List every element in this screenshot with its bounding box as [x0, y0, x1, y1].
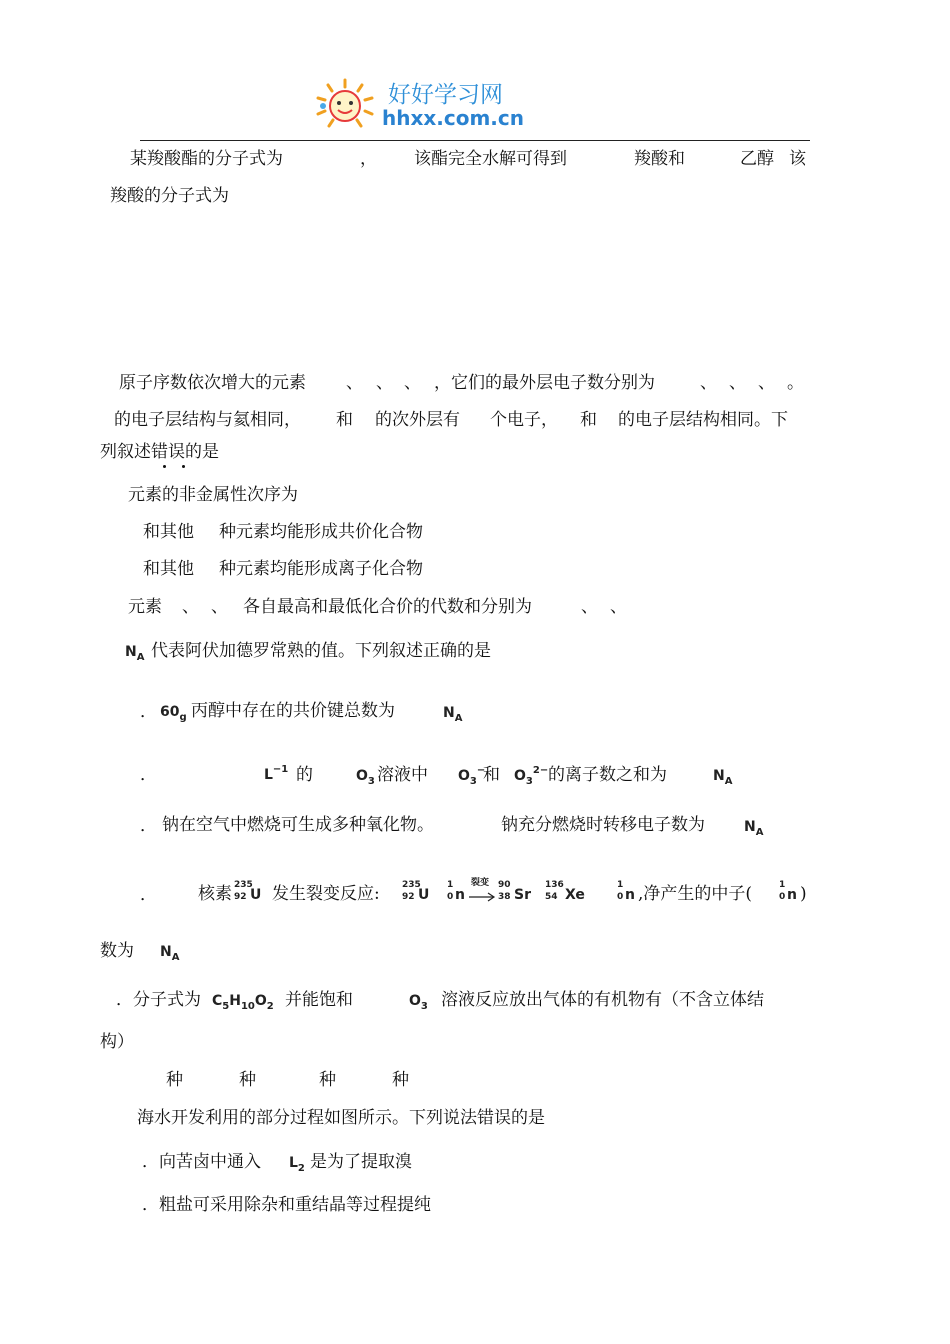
ester-text-4: 羧酸和 — [634, 149, 685, 169]
nuclide-u-235-eq: 235 92 U — [402, 880, 430, 903]
option-b-text-3: 和 — [483, 765, 500, 785]
site-logo — [312, 76, 532, 132]
ester-text-3: 该酯完全水解可得到 — [414, 149, 567, 169]
emphasis-dot — [163, 465, 166, 468]
isomer-option-a: 种 — [166, 1070, 183, 1090]
option-b-na: $N_A$ — [713, 768, 733, 787]
option-c-na: $N_A$ — [744, 819, 764, 838]
elements-option-a: 元素的非金属性次序为 — [128, 485, 298, 505]
elements-line2-b: 和 — [336, 410, 353, 430]
isomer-formula: $C_5H_{10}O_2$ — [212, 993, 274, 1012]
isomer-option-b: 种 — [239, 1070, 256, 1090]
ester-text-2: ， — [360, 149, 377, 169]
option-b-dot: ． — [140, 765, 157, 785]
option-b-species-3: $O_3^{2-}$ — [514, 765, 549, 787]
elements-line1-e: ，它们的最外层电子数分别为 — [434, 373, 655, 393]
ester-text-1: 某羧酸酯的分子式为 — [130, 149, 283, 169]
option-d-text-1: 核素 — [198, 884, 232, 904]
option-d-text-5: 数为 — [100, 941, 134, 961]
option-b-unit: $L^{-1}$ — [264, 764, 289, 783]
elements-option-c-1: 和其他 — [143, 559, 194, 579]
elements-line2-f: 的电子层结构相同。下 — [618, 410, 788, 430]
na-symbol: $N_A$ — [125, 644, 145, 663]
option-a-dot: ． — [140, 702, 157, 722]
elements-option-b-1: 和其他 — [143, 522, 194, 542]
elements-option-c-2: 种元素均能形成离子化合物 — [219, 559, 423, 579]
sun-face-icon — [312, 76, 378, 132]
option-b-species-1: $O_3$ — [356, 768, 375, 787]
elements-line1-b: 、 — [346, 373, 363, 393]
option-d-dot: ． — [140, 885, 157, 905]
nuclide-sr-90: 90 38 Sr — [498, 880, 531, 903]
ester-text-5: 乙醇 — [740, 149, 774, 169]
elements-option-d-6: 、 — [610, 597, 627, 617]
logo-english-text: hhxx.com.cn — [382, 106, 525, 130]
isomer-option-d: 种 — [392, 1070, 409, 1090]
isomer-text-1: ．分子式为 — [116, 990, 201, 1010]
header-divider — [140, 140, 810, 141]
option-b-text-2: 溶液中 — [377, 765, 428, 785]
seawater-option-a-text-2: 是为了提取溴 — [310, 1152, 412, 1172]
elements-option-d-3: 、 — [211, 597, 228, 617]
elements-option-d-5: 、 — [581, 597, 598, 617]
seawater-option-a-text-1: ．向苦卤中通入 — [142, 1152, 261, 1172]
logo-chinese-text: 好好学习网 — [388, 82, 503, 108]
nuclide-neutron: 1 0 n — [447, 880, 465, 903]
ester-text-6: 该 — [789, 149, 806, 169]
isomer-species: $O_3$ — [409, 993, 428, 1012]
option-a-na: $N_A$ — [443, 705, 463, 724]
nuclide-u-235: 235 92 U — [234, 880, 262, 903]
option-c-text-1: 钠在空气中燃烧可生成多种氧化物。 — [162, 815, 434, 835]
option-b-text-4: 的离子数之和为 — [548, 765, 667, 785]
option-c-dot: ． — [140, 816, 157, 836]
elements-option-b-2: 种元素均能形成共价化合物 — [219, 522, 423, 542]
elements-line1-f: 、 — [700, 373, 717, 393]
elements-line3: 列叙述错误的是 — [100, 442, 219, 462]
seawater-stem: 海水开发利用的部分过程如图所示。下列说法错误的是 — [137, 1108, 545, 1128]
option-d-text-3: ,净产生的中子( — [638, 884, 753, 904]
right-arrow-icon — [468, 891, 496, 903]
isomer-text-4: 构） — [100, 1032, 134, 1052]
option-a-text: 丙醇中存在的共价键总数为 — [191, 701, 395, 721]
option-d-na: $N_A$ — [160, 944, 180, 963]
elements-option-d-1: 元素 — [128, 597, 162, 617]
seawater-option-b: ．粗盐可采用除杂和重结晶等过程提纯 — [142, 1195, 431, 1215]
elements-line2-d: 个电子， — [490, 410, 558, 430]
elements-line1-a: 原子序数依次增大的元素 — [119, 373, 306, 393]
elements-line2-c: 的次外层有 — [375, 410, 460, 430]
isomer-option-c: 种 — [319, 1070, 336, 1090]
option-d-text-4: ) — [800, 884, 807, 904]
option-d-text-2: 发生裂变反应: — [272, 884, 380, 904]
na-stem: 代表阿伏加德罗常熟的值。下列叙述正确的是 — [151, 641, 491, 661]
option-a-mass: $60_g$ — [160, 704, 187, 723]
reaction-arrow: 裂变 — [468, 890, 496, 904]
elements-line1-g: 、 — [729, 373, 746, 393]
elements-line1-c: 、 — [376, 373, 393, 393]
elements-option-d-4: 各自最高和最低化合价的代数和分别为 — [243, 597, 532, 617]
option-b-text-1: 的 — [296, 765, 313, 785]
nuclide-neutron-product: 1 0 n — [617, 880, 635, 903]
nuclide-neutron-paren: 1 0 n — [779, 880, 797, 903]
elements-line2-a: 的电子层结构与氦相同， — [114, 410, 301, 430]
option-c-text-2: 钠充分燃烧时转移电子数为 — [501, 815, 705, 835]
isomer-text-2: 并能饱和 — [285, 990, 353, 1010]
isomer-text-3: 溶液反应放出气体的有机物有（不含立体结 — [441, 990, 764, 1010]
elements-line2-e: 和 — [580, 410, 597, 430]
elements-line1-d: 、 — [404, 373, 421, 393]
elements-option-d-2: 、 — [182, 597, 199, 617]
ester-text-7: 羧酸的分子式为 — [110, 186, 229, 206]
option-b-species-2: $O_3^-$ — [458, 765, 486, 787]
elements-line1-h: 、 — [758, 373, 775, 393]
nuclide-xe-136: 136 54 Xe — [545, 880, 585, 903]
elements-line1-i: 。 — [787, 373, 804, 393]
seawater-option-a-gas: $L_2$ — [289, 1155, 305, 1174]
emphasis-dot — [182, 465, 185, 468]
